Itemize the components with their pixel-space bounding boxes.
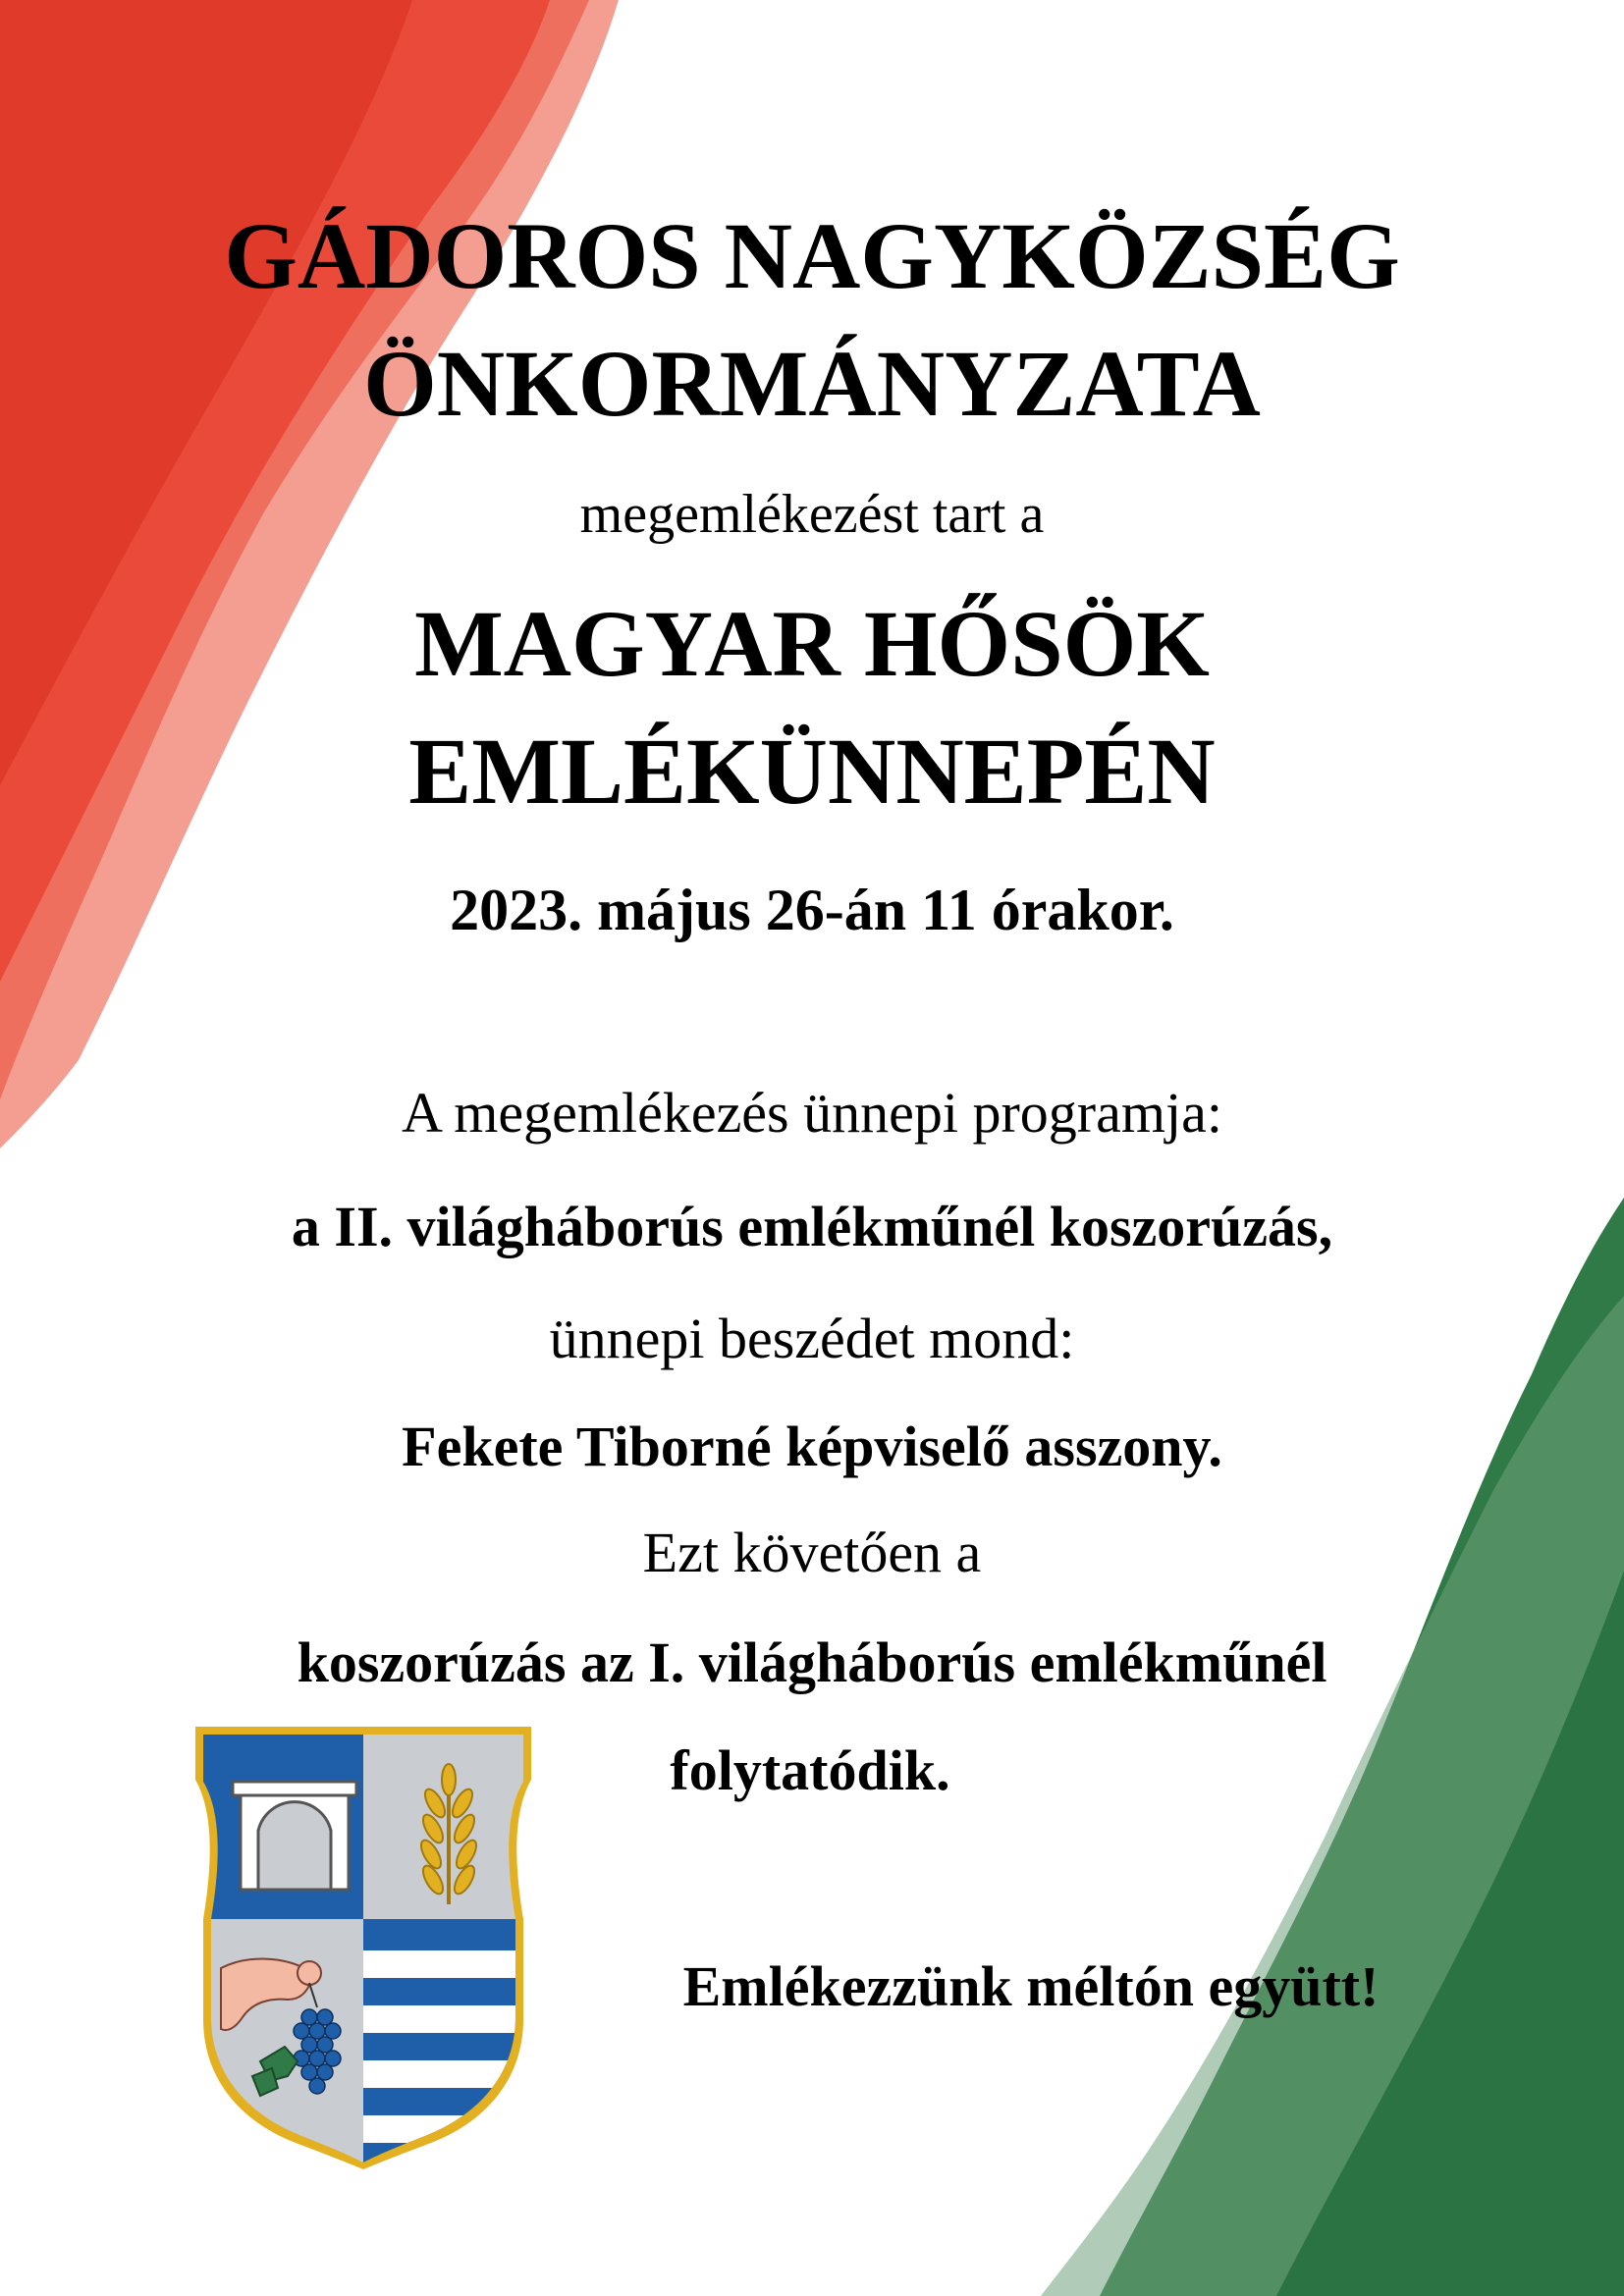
title-line-2: ÖNKORMÁNYZATA bbox=[363, 331, 1261, 436]
program-speaker: Fekete Tiborné képviselő asszony. bbox=[402, 1415, 1222, 1478]
arch-gate-icon bbox=[233, 1782, 356, 1890]
event-date: 2023. május 26-án 11 órakor. bbox=[450, 878, 1174, 942]
program-item-wreath-i: koszorúzás az I. világháborús emlékműnél bbox=[297, 1630, 1327, 1694]
program-item-continues: folytatódik. bbox=[670, 1738, 950, 1802]
title-line-1: GÁDOROS NAGYKÖZSÉG bbox=[224, 203, 1400, 308]
closing-line: Emlékezzünk méltón együtt! bbox=[682, 1954, 1380, 2018]
program-item-wreath-ii: a II. világháborús emlékműnél koszorúzás, bbox=[291, 1195, 1333, 1258]
event-title-line-2: EMLÉKÜNNEPÉN bbox=[408, 719, 1216, 824]
program-speech-intro: ünnepi beszédet mond: bbox=[549, 1307, 1075, 1370]
event-title-line-1: MAGYAR HŐSÖK bbox=[414, 591, 1210, 696]
crest-icon bbox=[191, 1723, 535, 2169]
program-heading: A megemlékezés ünnepi programja: bbox=[402, 1081, 1222, 1145]
program-followup-intro: Ezt követően a bbox=[642, 1521, 982, 1584]
subtitle: megemlékezést tart a bbox=[579, 484, 1045, 545]
